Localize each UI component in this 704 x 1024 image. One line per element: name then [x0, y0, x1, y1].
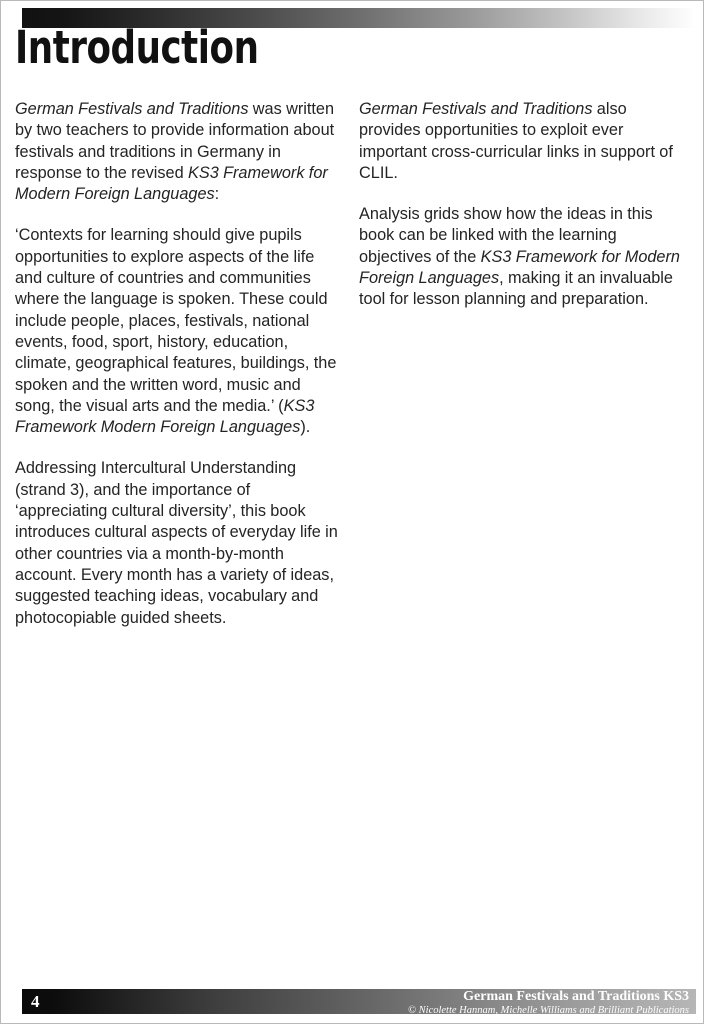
book-title-italic: German Festivals and Traditions [15, 100, 249, 118]
paragraph-analysis-grids [359, 204, 683, 310]
body-columns [15, 99, 680, 629]
footer-credits [408, 989, 689, 1017]
footer-book-title: German Festivals and Traditions KS3 [463, 989, 689, 1004]
framework-citation-italic: KS3 Framework Modern Foreign Languages [15, 396, 315, 437]
footer-copyright: © Nicolette Hannam, Michelle Williams and Brilliant Publications [408, 1005, 689, 1016]
page-number: 4 [31, 992, 40, 1011]
paragraph-intercultural [15, 458, 339, 628]
page-title: Introduction [15, 21, 259, 74]
book-title-italic-right: German Festivals and Traditions [359, 100, 593, 118]
framework-title-italic: KS3 Framework for Modern Foreign Languages [15, 163, 328, 204]
paragraph-clil-text: also provides opportunities to exploit ever important cross-curricular links in support of CLIL. [359, 100, 673, 182]
paragraph-quotation-text-1: ‘Contexts for learning should give pupils opportunities to explore aspects of the life and culture of countries and communities where the language is spoken. These could include people, places, festivals, national events, food, sport, history, education, climate, geographical features, buildings, the spoken and the written word, music and song, the visual arts and the media.’ ( [15, 226, 337, 415]
paragraph-clil [359, 99, 683, 184]
paragraph-intro-text-1: was written by two teachers to provide information about festivals and traditions in Germany in response to the revised [15, 100, 335, 182]
paragraph-quotation-text-2: ). [300, 418, 311, 437]
left-column [15, 99, 339, 629]
right-column [359, 99, 683, 629]
paragraph-intercultural-text: Addressing Intercultural Understanding (strand 3), and the importance of ‘appreciating cultural diversity’, this book introduces cultural aspects of everyday life in other countries via a month-by-month account. Every month has a variety of ideas, suggested teaching ideas, vocabulary and photocopiable guided sheets. [15, 459, 338, 627]
paragraph-quotation [15, 225, 339, 438]
footer-gradient-bar [22, 989, 696, 1014]
paragraph-intro-text-2: : [214, 185, 220, 204]
paragraph-intro [15, 99, 339, 205]
paragraph-analysis-text-1: Analysis grids show how the ideas in this book can be linked with the learning objectives of the [359, 205, 653, 266]
paragraph-analysis-text-2: , making it an invaluable tool for lesson planning and preparation. [359, 269, 673, 309]
framework-title-italic-right: KS3 Framework for Modern Foreign Languages [359, 247, 680, 288]
